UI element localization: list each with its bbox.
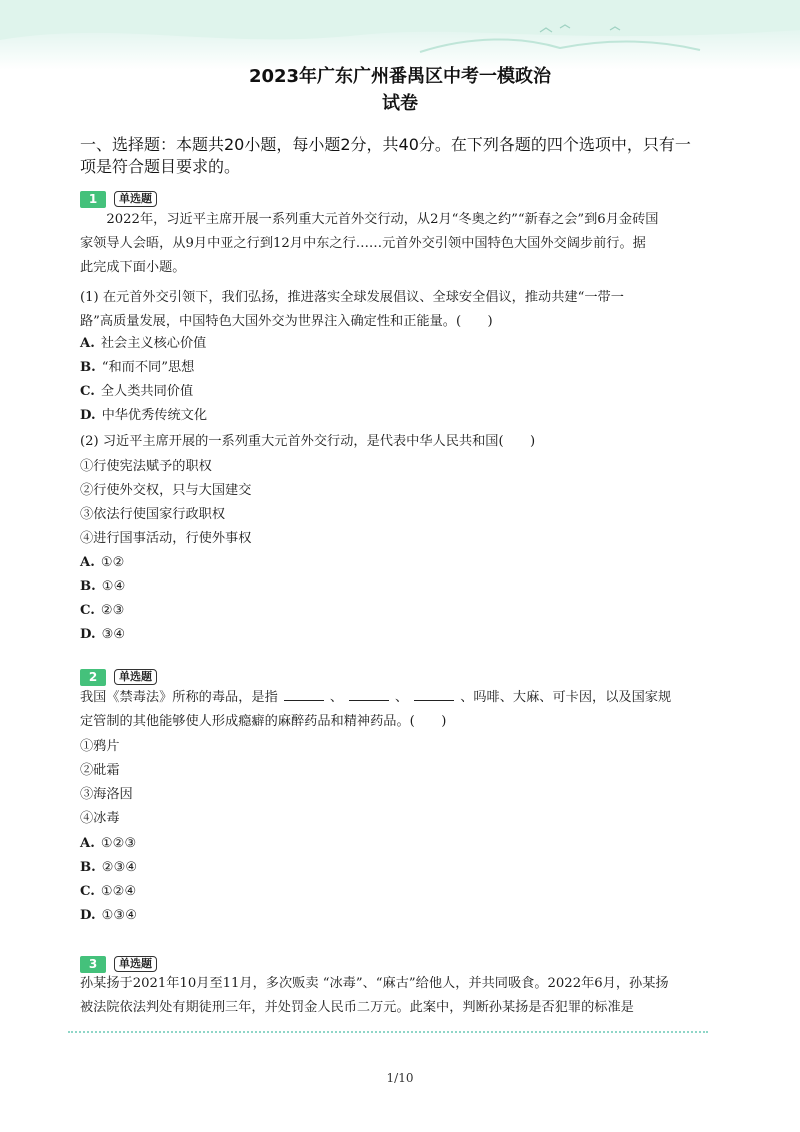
question-number-badge: 3 xyxy=(80,956,106,973)
option-c[interactable]: C. 全人类共同价值 xyxy=(80,384,194,399)
option-b[interactable]: B. ①④ xyxy=(80,579,126,594)
option-d[interactable]: D. ①③④ xyxy=(80,908,138,923)
statement-item: ④冰毒 xyxy=(80,811,120,826)
header-banner xyxy=(0,0,800,70)
statement-item: ④进行国事活动，行使外事权 xyxy=(80,531,252,546)
option-b[interactable]: B. “和而不同”思想 xyxy=(80,360,195,375)
question-1-sub2-stem: (2) 习近平主席开展的一系列重大元首外交行动，是代表中华人民共和国( ) xyxy=(80,434,536,449)
statement-item: ①鸦片 xyxy=(80,739,120,754)
question-3-stem-line2: 被法院依法判处有期徒刑三年，并处罚金人民币二万元。此案中，判断孙某扬是否犯罪的标准是 xyxy=(80,1000,634,1015)
question-type-badge: 单选题 xyxy=(114,191,157,207)
question-header-1 xyxy=(80,190,157,208)
question-type-badge: 单选题 xyxy=(114,956,157,972)
option-a[interactable]: A. ①②③ xyxy=(80,836,137,851)
question-3-stem: 孙某扬于2021年10月至11月，多次贩卖 “冰毒”、“麻古”给他人，并共同吸食。2022年6月，孙某扬 xyxy=(80,976,669,991)
statement-item: ③海洛因 xyxy=(80,787,133,802)
question-1-material: 2022年，习近平主席开展一系列重大元首外交行动，从2月“冬奥之约”“新春之会”到6月金砖国 家领导人会晤，从9月中亚之行到12月中东之行……元首外交引领中国特色大国外交阔步前行。据 此完成下面小题。 xyxy=(80,212,659,275)
option-c[interactable]: C. ②③ xyxy=(80,603,125,618)
question-header-2 xyxy=(80,668,157,686)
question-header-3 xyxy=(80,955,157,973)
statement-item: ③依法行使国家行政职权 xyxy=(80,507,226,522)
statement-item: ①行使宪法赋予的职权 xyxy=(80,459,212,474)
section-heading: 一、选择题：本题共20小题，每小题2分，共40分。在下列各题的四个选项中，只有一 项是符合题目要求的。 xyxy=(80,135,691,176)
page-number: 1/10 xyxy=(386,1071,414,1085)
option-d[interactable]: D. 中华优秀传统文化 xyxy=(80,408,208,423)
question-2-stem-line2: 定管制的其他能够使人形成瘾癖的麻醉药品和精神药品。( ) xyxy=(80,714,447,729)
fill-blank[interactable] xyxy=(349,688,389,701)
statement-item: ②行使外交权，只与大国建交 xyxy=(80,483,252,498)
option-a[interactable]: A. ①② xyxy=(80,555,125,570)
option-d[interactable]: D. ③④ xyxy=(80,627,126,642)
statement-item: ②砒霜 xyxy=(80,763,120,778)
question-2-stem: 我国《禁毒法》所称的毒品，是指 、 、 、吗啡、大麻、可卡因，以及国家规 xyxy=(80,690,672,705)
footer-divider xyxy=(68,1031,708,1033)
option-c[interactable]: C. ①②④ xyxy=(80,884,137,899)
question-1-sub1-stem: (1) 在元首外交引领下，我们弘扬，推进落实全球发展倡议、全球安全倡议，推动共建“一带一 路”高质量发展，中国特色大国外交为世界注入确定性和正能量。( ) xyxy=(80,290,624,329)
question-number-badge: 1 xyxy=(80,191,106,208)
page-title: 2023年广东广州番禺区中考一模政治 xyxy=(248,66,552,87)
page-title-line2: 试卷 xyxy=(382,93,418,114)
option-a[interactable]: A. 社会主义核心价值 xyxy=(80,336,207,351)
fill-blank[interactable] xyxy=(414,688,454,701)
question-type-badge: 单选题 xyxy=(114,669,157,685)
question-number-badge: 2 xyxy=(80,669,106,686)
fill-blank[interactable] xyxy=(284,688,324,701)
option-b[interactable]: B. ②③④ xyxy=(80,860,138,875)
